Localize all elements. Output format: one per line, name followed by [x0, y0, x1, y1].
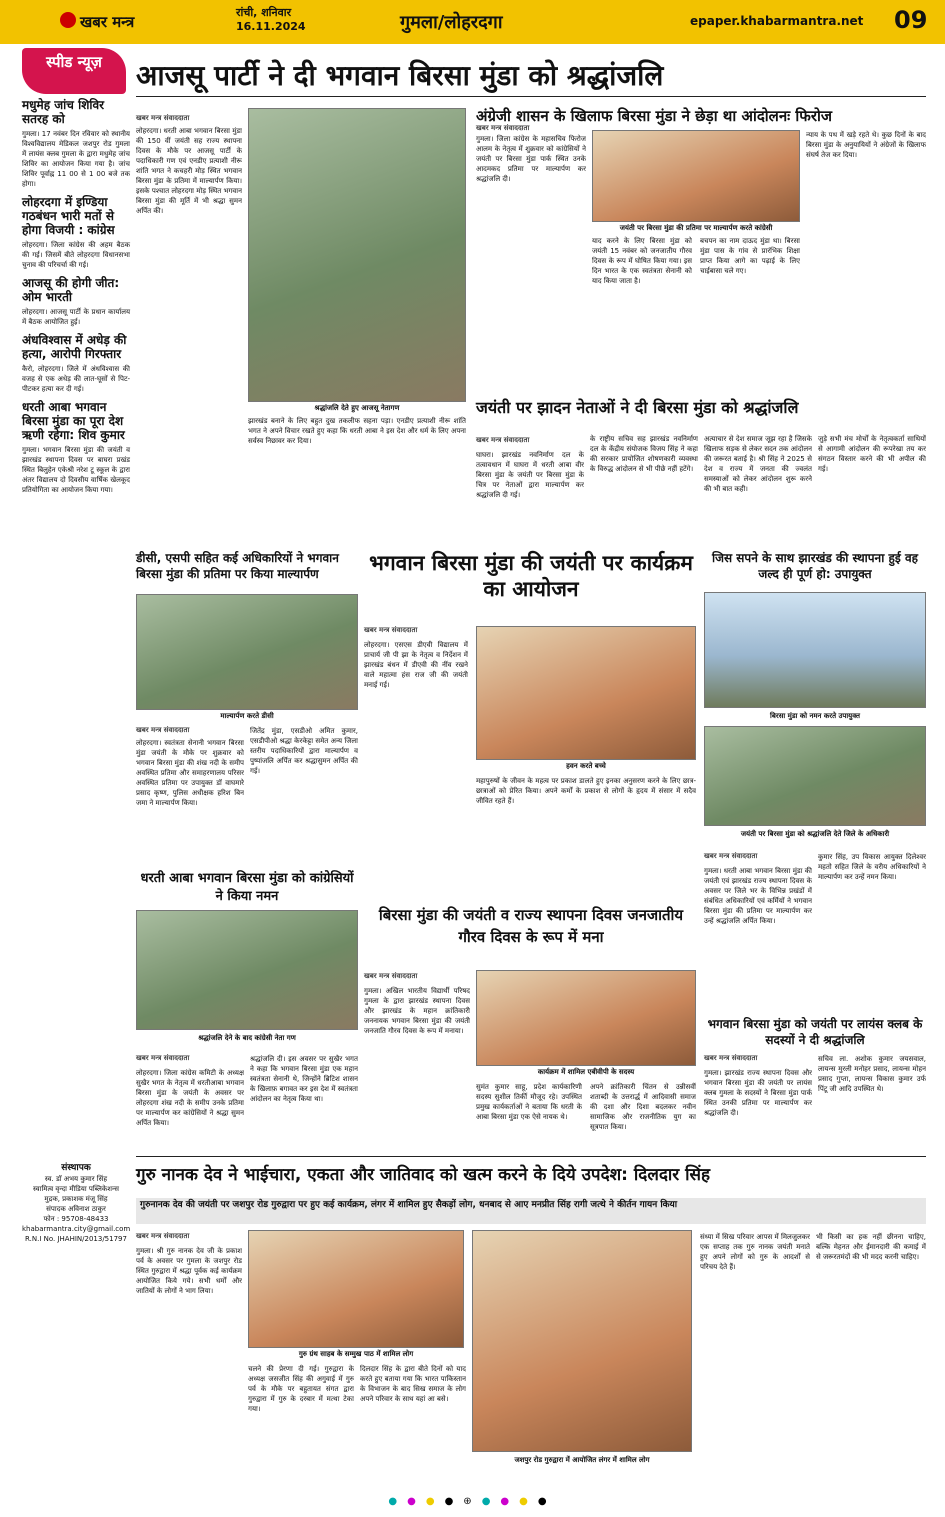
story-text: लोहरदगा। धरती आबा भगवान बिरसा मुंडा की 150 वीं जयंती सह राज्य स्थापना दिवस के मौके पर आजसू पार्टी के पदाधिकारी गण एवं एनडीए प्रत्याशी नीरू शांति भगत ने कचहरी मोड़ स्थित भगवान बिरसा मुंडा के प्रतिमा में माल्यार्पण किया। इसके पश्चात लोहरदगा मोड़ स्थित भगवान बिरसा मुंडा की मूर्ति में भी श्रद्धा सुमन अर्पित की। [136, 127, 242, 215]
story-text: गुमला। धरती आबा भगवान बिरसा मुंडा की जयंती एवं झारखंड राज्य स्थापना दिवस के अवसर पर जिले भर के विभिन्न प्रखंडों में संबंधित अधिकारियों एवं कर्मियों ने भगवान बिरसा मुंडा की प्रतिमा पर माल्यार्पण कर उन्हें श्रद्धांजलि अर्पित किया। [704, 867, 812, 925]
dateline-date: 16.11.2024 [236, 20, 306, 33]
byline: खबर मन्त्र संवाददाता [476, 124, 530, 132]
story-headline: गुरु नानक देव ने भाईचारा, एकता और जातिवाद को खत्म करने के दिये उपदेश: दिलदार सिंह [136, 1165, 711, 1185]
color-mark-icon: ● [425, 1496, 445, 1507]
story-text: सचिव ला. अशोक कुमार जयसवाल, लायन्स मुरली मनोहर प्रसाद, लायन्स मोहन प्रसाद गुप्ता, लायन्स विकास कुमार उर्फ पिंटू जी आदि उपस्थित थे। [818, 1055, 926, 1093]
story-text: लोहरदगा। जिला कांग्रेस कमिटी के अध्यक्ष सुखैर भगत के नेतृत्व में धरतीआबा भगवान बिरसा मुंडा के जयंती के अवसर पर लोहरदगा शंख नदी के समीप उनके प्रतिमा पर माल्यार्पण कर कांग्रेसियों ने श्रद्धा सुमन अर्पित किया। [136, 1069, 244, 1127]
masthead-credits [22, 1162, 130, 1244]
upayukt-photo [704, 592, 926, 708]
byline: खबर मन्त्र संवाददाता [136, 1232, 190, 1240]
masthead-line: संपादक अविनाश ठाकुर [46, 1205, 106, 1213]
gurdwara-photo [248, 1230, 464, 1348]
sidebar-text: कैरो, लोहरदगा। जिले में अंधविश्वास की वजह से एक अधेड़ की लात-घूसों से पिट-पीटकर हत्या कर दी गई। [22, 365, 130, 393]
masthead-head: संस्थापक [61, 1163, 91, 1173]
story-text: संध्या में सिख परिवार आपस में मिलजुलकर एक सप्ताह तक गुरु नानक जयंती मनाते हुए अपने लोगों को गुरु के आदर्शों से परिचय देते हैं। [700, 1233, 810, 1271]
story-headline: अंग्रेजी शासन के खिलाफ बिरसा मुंडा ने छेड़ा था आंदोलनः फिरोज [476, 107, 833, 125]
photo-caption: श्रद्धांजलि देने के बाद कांग्रेसी नेता गण [198, 1034, 296, 1042]
story-text: घाघरा। झारखंड नवनिर्माण दल के तत्वावधान में घाघरा में धरती आबा वीर बिरसा मुंडा के जयंती पर बिरसा मुंडा के चित्र पर नेताओं द्वारा माल्यार्पण कर श्रद्धांजलि दी गई। [476, 451, 584, 499]
sidebar [22, 98, 130, 501]
ajsu-photo [248, 108, 466, 402]
story-text: झारखंड बनाने के लिए बहुत दुख तकलीफ सहना पड़ा। एनडीए प्रत्याशी नीरू शांति भगत ने अपने विचार रखते हुए कहा कि धरती आबा ने इस देश और धर्म के लिए अपना सर्वस्व निछावर कर दिया। [248, 417, 466, 445]
masthead-line: स्व. डॉ अभय कुमार सिंह [44, 1175, 108, 1183]
story-text: गुमला। अखिल भारतीय विद्यार्थी परिषद गुमला के द्वारा झारखंड स्थापना दिवस और झारखंड के महान क्रांतिकारी जननायक भगवान बिरसा मुंडा की जयंती जनजाति गौरव दिवस के रूप में मनाया। [364, 987, 470, 1035]
byline: खबर मन्त्र संवाददाता [704, 852, 758, 860]
photo-caption: जयंती पर बिरसा मुंडा को श्रद्धांजलि देते जिले के अधिकारी [740, 830, 890, 838]
byline: खबर मन्त्र संवाददाता [136, 1054, 190, 1062]
story-text: जुड़े सभी मंच मोर्चों के नेतृत्वकर्ता साथियों से आगामी आंदोलन की रूपरेखा तय कर संगठन विस्तार करने की भी अपील की गई। [818, 435, 926, 473]
story-text: लोहरदगा। एसएस डीएवी विद्यालय में प्राचार्य जी पी झा के नेतृत्व व निर्देशन में झारखंड बंधन में डीएवी की नींव रखने वाले महात्मा हंस राज जी की जयंती मनाई गई। [364, 641, 468, 689]
abvp-photo [476, 970, 696, 1066]
photo-caption: माल्यार्पण करते डीसी [220, 712, 274, 720]
story-text: बचपन का नाम दाऊद मुंडा था। बिरसा मुंडा पास के गांव से प्रारंभिक शिक्षा प्राप्त किया आगे का पढ़ाई के लिए चाईबासा चले गए। [700, 237, 800, 275]
sidebar-story [22, 333, 130, 394]
byline: खबर मन्त्र संवाददाता [364, 626, 418, 634]
story-text: सुमंत कुमार साहू, प्रदेश कार्यकारिणी सदस्य सुशील तिर्की मौजूद रहे। उपस्थित प्रमुख कार्यकर्ताओं ने बताया कि धरती के आबा बिरसा मुंडा एक ऐसे नायक थे। [476, 1083, 582, 1121]
sidebar-story [22, 276, 130, 327]
masthead-line: स्वामित्व वृन्दा मीडिया पब्लिकेशन्स [33, 1185, 119, 1193]
story-text: श्रद्धांजलि दी। इस अवसर पर सुखैर भगत ने कहा कि भगवान बिरसा मुंडा एक महान स्वतंत्रता सेनानी थे, जिन्होंने ब्रिटिश शासन के खिलाफ़ बगावत कर इस देश में स्वतंत्रता आंदोलन का नेतृत्व किया था। [250, 1055, 358, 1103]
masthead-line: फोन : 95708-48433 [43, 1215, 109, 1223]
dc-photo [136, 594, 358, 710]
byline: खबर मन्त्र संवाददाता [136, 726, 190, 734]
photo-caption: श्रद्धांजलि देते हुए आजसू नेतागण [314, 404, 400, 412]
sidebar-story [22, 98, 130, 189]
photo-caption: गुरु ग्रंथ साहब के सम्मुख पाठ में शामिल लोग [298, 1350, 414, 1358]
story-text: के राष्ट्रीय सचिव सह झारखंड नवनिर्माण दल के केंद्रीय संयोजक विजय सिंह ने कहा की सरकार प्रायोजित शोषणकारी व्यवस्था के विरुद्ध आंदोलन से भी पीछे नहीं हटेंगे। [590, 435, 698, 473]
story-headline: जिस सपने के साथ झारखंड की स्थापना हुई वह जल्द ही पूर्ण हो: उपायुक्त [712, 551, 918, 581]
color-mark-icon: ● [537, 1496, 557, 1507]
photo-caption: बिरसा मुंडा को नमन करते उपायुक्त [770, 712, 860, 720]
byline: खबर मन्त्र संवाददाता [364, 972, 418, 980]
congress-photo [136, 910, 358, 1030]
story-text: भी किसी का हक नहीं छीनना चाहिए, बल्कि मेहनत और ईमानदारी की कमाई में से जरूरतमंदों की भी मदद करनी चाहिए। [816, 1233, 926, 1261]
story-headline: भगवान बिरसा मुंडा की जयंती पर कार्यक्रम का आयोजन [369, 551, 693, 601]
story-text: याद करने के लिए बिरसा मुंडा को जयंती 15 नवंबर को जनजातीय गौरव दिवस के रूप में घोषित किया गया। इस दिन भारत के एक स्वतंत्रता सेनानी को याद किया जाता है। [592, 237, 692, 285]
sidebar-story [22, 400, 130, 495]
section-title: गुमला/लोहरदगा [400, 12, 503, 33]
sidebar-text: लोहरदगा। आजसू पार्टी के प्रधान कार्यालय में बैठक आयोजित हुई। [22, 308, 130, 326]
story-text: कुमार सिंह, उप विकास आयुक्त दिलेश्वर महतो सहित जिले के वरीय अधिकारियों ने माल्यार्पण कर उन्हें नमन किया। [818, 853, 926, 881]
sidebar-headline: अंधविश्वास में अधेड़ की हत्या, आरोपी गिरफ्तार [22, 333, 127, 361]
speed-news-logo: स्पीड न्यूज़ [22, 48, 126, 94]
sidebar-story [22, 195, 130, 270]
story-headline: जयंती पर झादन नेताओं ने दी बिरसा मुंडा को श्रद्धांजलि [476, 398, 799, 417]
story-text: अपने क्रांतिकारी चिंतन से उन्नीसवीं शताब्दी के उत्तरार्द्ध में आदिवासी समाज की दशा और दिशा बदलकर नवीन सामाजिक और राजनीतिक युग का सूत्रपात किया। [590, 1083, 696, 1131]
story-text: महापुरुषों के जीवन के महत्व पर प्रकाश डालते हुए इनका अनुसरण करने के लिए छात्र-छात्राओं को प्रेरित किया। अपने कर्मों के प्रकाश से लोगों के हृदय में संसार में सदैव जीवित रहते हैं। [476, 777, 696, 805]
color-mark-icon: ● [388, 1496, 408, 1507]
brand-logo-icon [60, 12, 76, 28]
masthead-line: khabarmantra.city@gmail.com [22, 1225, 131, 1233]
story-text: अत्याचार से देश समाज जूझ रहा है जिसके खिलाफ सड़क से लेकर सदन तक आंदोलन की जरूरत बताई है। श्री सिंह ने 2025 से देश व राज्य में जनता की ज्वलंत समस्याओं को लेकर आंदोलन शुरू करने की भी बात कही। [704, 435, 812, 493]
brand-name: खबर मन्त्र [80, 13, 135, 31]
photo-caption: जयंती पर बिरसा मुंडा की प्रतिमा पर माल्यार्पण करते कांग्रेसी [619, 224, 773, 232]
langar-photo [472, 1230, 692, 1452]
officials-photo [704, 726, 926, 826]
page-number: 09 [894, 6, 928, 34]
color-mark-icon: ● [407, 1496, 426, 1507]
story-headline: बिरसा मुंडा की जयंती व राज्य स्थापना दिवस जनजातीय गौरव दिवस के रूप में मना [378, 906, 684, 946]
photo-caption: हवन करते बच्चे [566, 762, 606, 770]
divider [136, 1156, 926, 1157]
masthead-line: R.N.I No. JHAHIN/2013/51797 [25, 1235, 127, 1243]
epaper-url[interactable]: epaper.khabarmantra.net [690, 14, 864, 28]
sidebar-text: लोहरदगा। जिला कांग्रेस की अहम बैठक की गई। जिसमें बीते लोहरदगा विधानसभा चुनाव की परिचर्चा की गई। [22, 241, 130, 269]
main-headline: आजसू पार्टी ने दी भगवान बिरसा मुंडा को श्रद्धांजलि [136, 59, 664, 92]
sidebar-headline: धरती आबा भगवान बिरसा मुंडा का पूरा देश ऋणी रहेगा: शिव कुमार [22, 400, 125, 442]
dateline [236, 6, 306, 34]
story-text: दिलदार सिंह के द्वारा बीते दिनों को याद करते हुए बताया गया कि भारत पाकिस्तान के विभाजन के बाद सिख समाज के लोग अपने परिवार के साथ यहां आ बसे। [360, 1365, 466, 1403]
divider [136, 96, 926, 97]
color-mark-icon: ● [444, 1496, 464, 1507]
photo-caption: कार्यक्रम में शामिल एबीवीपी के सदस्य [537, 1068, 635, 1076]
havan-photo [476, 626, 696, 760]
byline: खबर मन्त्र संवाददाता [136, 114, 190, 122]
story-text: गुमला। झारखंड राज्य स्थापना दिवस और भगवान बिरसा मुंडा की जयंती पर लायंस क्लब गुमला के सदस्यों ने बिरसा मुंडा पार्क स्थित उनकी प्रतिमा पर माल्यार्पण कर श्रद्धांजलि दी। [704, 1069, 812, 1117]
byline: खबर मन्त्र संवाददाता [476, 436, 530, 444]
crosshair-icon: ⊕ [463, 1496, 482, 1507]
story-text: न्याय के पथ में खड़े रहते थे। कुछ दिनों के बाद बिरसा मुंडा के अनुयायियों ने अंग्रेजों के खिलाफ संघर्ष तेज कर दिया। [806, 131, 926, 159]
color-mark-icon: ● [519, 1496, 538, 1507]
story-headline: डीसी, एसपी सहित कई अधिकारियों ने भगवान बिरसा मुंडा की प्रतिमा पर किया माल्यार्पण [136, 551, 339, 581]
story-text: गुमला। जिला कांग्रेस के महासचिव फिरोज आलम के नेतृत्व में शुक्रवार को कांग्रेसियों ने जयंती पर बिरसा मुंडा पार्क स्थित उनके आदमकद प्रतिमा पर माल्यार्पण कर श्रद्धांजलि दी। [476, 135, 586, 183]
dateline-city: रांची, शनिवार [236, 6, 292, 19]
color-mark-icon: ● [500, 1496, 520, 1507]
story-text: गुमला। श्री गुरु नानक देव जी के प्रकाश पर्व के अवसर पर गुमला के जशपुर रोड स्थित गुरुद्वारा में श्रद्धा पूर्वक कई कार्यक्रम आयोजित किये गये। सभी धर्मों और जातियों के लोगों ने भाग लिया। [136, 1247, 242, 1295]
sidebar-headline: मधुमेह जांच शिविर सतरह को [22, 98, 105, 126]
sidebar-headline: लोहरदगा में इण्डिया गठबंधन भारी मतों से होगा विजयी : कांग्रेस [22, 195, 115, 237]
registration-marks [0, 1496, 945, 1510]
story-text: जितेंद्र मुंडा, एसडीओ अमित कुमार, एसडीपीओ श्रद्धा केरकेट्टा समेत अन्य जिला स्तरीय पदाधिकारियों द्वारा माल्यार्पण व पुष्पांजलि अर्पित कर श्रद्धासुमन अर्पित की गई। [250, 727, 358, 775]
story-subhead: गुरुनानक देव की जयंती पर जशपुर रोड गुरुद्वारा पर हुए कई कार्यक्रम, लंगर में शामिल हुए सैकड़ों लोग, धनबाद से आए मनप्रीत सिंह रागी जत्थे ने कीर्तन गायन किया [136, 1198, 926, 1224]
story-text: लोहरदगा। स्वतंत्रता सेनानी भगवान बिरसा मुंडा जयंती के मौके पर शुक्रवार को भगवान बिरसा मुंडा की शंख नदी के समीप अवस्थित प्रतिमा और समाहरणालय परिसर अवस्थित प्रतिमा पर उपायुक्त डॉ वाघमारे प्रसाद कृष्ण, पुलिस अधीक्षक हरिश बिन जमा ने माल्यार्पण किया। [136, 739, 244, 807]
story-headline: धरती आबा भगवान बिरसा मुंडा को कांग्रेसियों ने किया नमन [140, 871, 354, 904]
story-text: चलने की प्रेरणा दी गई। गुरुद्वारा के अध्यक्ष जसजीत सिंह की अगुवाई में गुरु पर्व के मौके पर बहुतायत संगत द्वारा गुरुद्वारा में गुरु के दरबार में मत्था टेका गया। [248, 1365, 354, 1413]
story-headline: भगवान बिरसा मुंडा को जयंती पर लायंस क्लब के सदस्यों ने दी श्रद्धांजलि [707, 1017, 923, 1047]
masthead-line: मुद्रक, प्रकाशक मंजू सिंह [44, 1195, 108, 1203]
sidebar-text: गुमला। 17 नवंबर दिन रविवार को स्थानीय विश्वविद्यालय मेडिकल जशपुर रोड गुमला में लायंस क्लब गुमला के द्वारा मधुमेह जांच शिविर का आयोजन किया गया है। जांच शिविर पूर्वाह्न 11 00 से 1 00 बजे तक होगा। [22, 130, 130, 188]
photo-caption: जशपुर रोड गुरुद्वारा में आयोजित लंगर में शामिल लोग [514, 1456, 650, 1464]
color-mark-icon: ● [481, 1496, 501, 1507]
sidebar-text: गुमला। भगवान बिरसा मुंडा की जयंती व झारखंड स्थापना दिवस पर बाघरा प्रखंड स्थित बिलुहेन एकेश्री नरेश टू स्कूल के द्वारा अंतर विद्यालय दो दिवसीय वार्षिक खेलकूद प्रतियोगिता का आयोजन किया गया। [22, 446, 130, 494]
sidebar-headline: आजसू की होगी जीत: ओम भारती [22, 276, 120, 304]
byline: खबर मन्त्र संवाददाता [704, 1054, 758, 1062]
firoz-photo [592, 130, 800, 222]
